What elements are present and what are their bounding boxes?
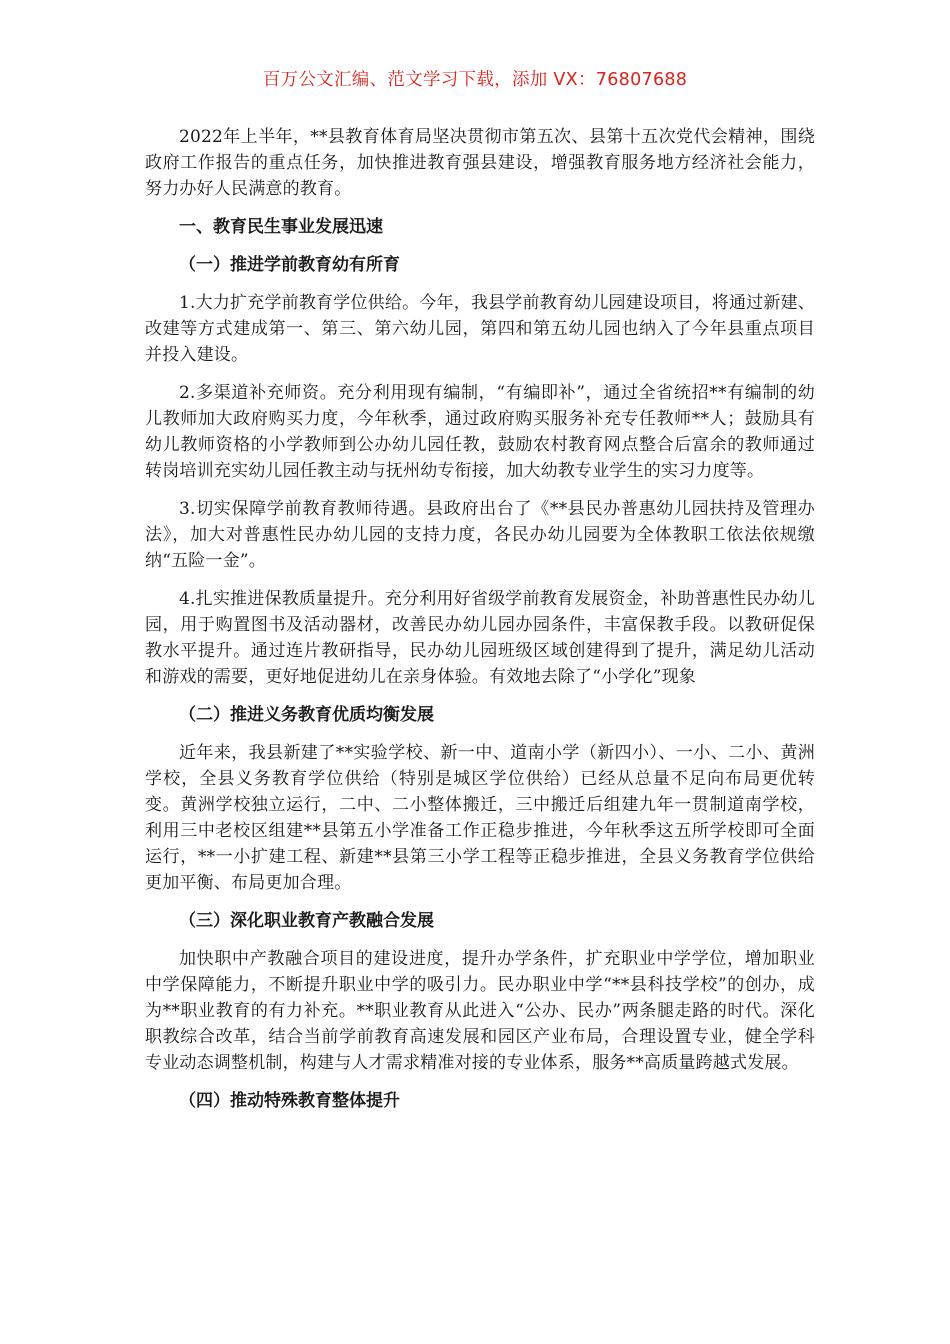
subsection-heading-2: （二）推进义务教育优质均衡发展 <box>179 705 434 725</box>
paragraph-3-1: 加快职中产教融合项目的建设进度，提升办学条件，扩充职业中学学位，增加职业中学保障能力，不断提升职业中学的吸引力。民办职业中学“**县科技学校”的创办，成为**职业教育的有力补充。**职业教育从此进入“公办、民办”两条腿走路的时代。深化职教综合改革，结合当前学前教育高速发展和园区产业布局，合理设置专业，健全学科专业动态调整机制，构建与人才需求精准对接的专业体系，服务**高质量跨越式发展。 <box>145 949 815 1073</box>
paragraph-1-4: 4.扎实推进保教质量提升。充分利用好省级学前教育发展资金，补助普惠性民办幼儿园，用于购置图书及活动器材，改善民办幼儿园办园条件，丰富保教手段。以教研促保教水平提升。通过连片教研指导，民办幼儿园班级区域创建得到了提升，满足幼儿活动和游戏的需要，更好地促进幼儿在亲身体验。有效地去除了“小学化”现象 <box>145 589 815 687</box>
subsection-heading-4: （四）推动特殊教育整体提升 <box>179 1091 400 1111</box>
header-watermark: 百万公文汇编、范文学习下载，添加 VX：76807688 <box>262 70 688 90</box>
document-body <box>145 124 815 1126</box>
intro-paragraph: 2022年上半年，**县教育体育局坚决贯彻市第五次、县第十五次党代会精神，围绕政府工作报告的重点任务，加快推进教育强县建设，增强教育服务地方经济社会能力，努力办好人民满意的教育。 <box>145 127 815 199</box>
paragraph-1-3: 3.切实保障学前教育教师待遇。县政府出台了《**县民办普惠幼儿园扶持及管理办法》，加大对普惠性民办幼儿园的支持力度，各民办幼儿园要为全体教职工依法依规缴纳“五险一金”。 <box>145 499 815 571</box>
paragraph-2-1: 近年来，我县新建了**实验学校、新一中、道南小学（新四小）、一小、二小、黄洲学校，全县义务教育学位供给（特别是城区学位供给）已经从总量不足向布局更优转变。黄洲学校独立运行，二中、二小整体搬迁，三中搬迁后组建九年一贯制道南学校，利用三中老校区组建**县第五小学准备工作正稳步推进，今年秋季这五所学校即可全面运行，**一小扩建工程、新建**县第三小学工程等正稳步推进，全县义务教育学位供给更加平衡、布局更加合理。 <box>145 743 815 893</box>
paragraph-1-2: 2.多渠道补充师资。充分利用现有编制，“有编即补”，通过全省统招**有编制的幼儿教师加大政府购买力度，今年秋季，通过政府购买服务补充专任教师**人；鼓励具有幼儿教师资格的小学教师到公办幼儿园任教，鼓励农村教育网点整合后富余的教师通过转岗培训充实幼儿园任教主动与抚州幼专衔接，加大幼教专业学生的实习力度等。 <box>145 383 815 481</box>
subsection-heading-1: （一）推进学前教育幼有所育 <box>179 255 400 275</box>
subsection-heading-3: （三）深化职业教育产教融合发展 <box>179 911 434 931</box>
section-heading-1: 一、教育民生事业发展迅速 <box>179 217 383 237</box>
paragraph-1-1: 1.大力扩充学前教育学位供给。今年，我县学前教育幼儿园建设项目，将通过新建、改建等方式建成第一、第三、第六幼儿园，第四和第五幼儿园也纳入了今年县重点项目并投入建设。 <box>145 293 815 365</box>
